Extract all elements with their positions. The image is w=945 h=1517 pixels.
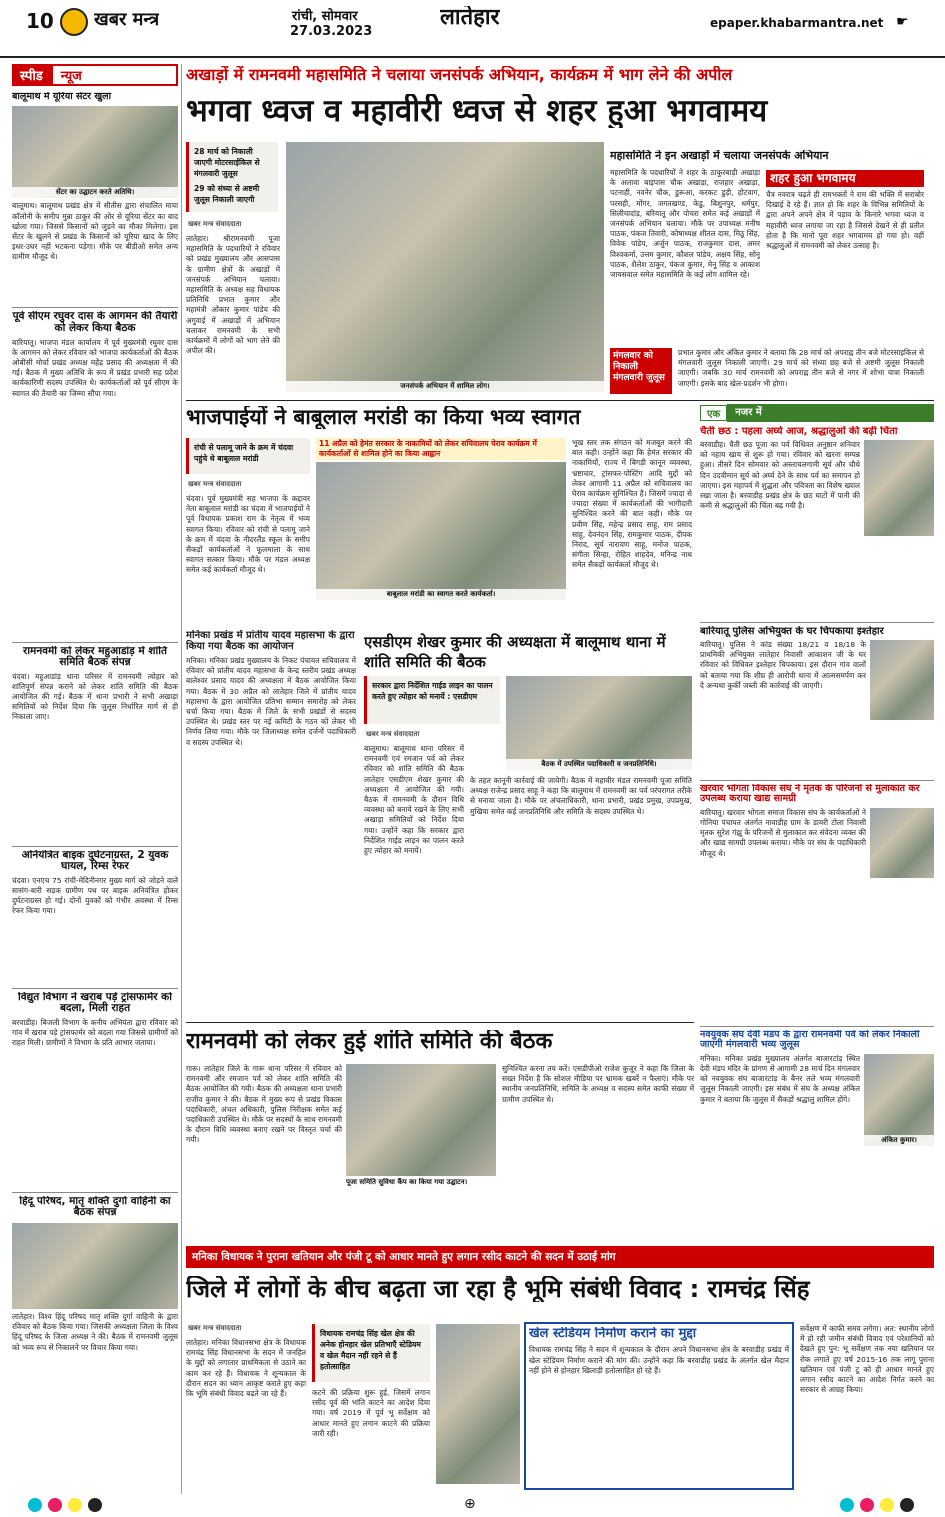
welcome-bullet: रांची से पलामू जाने के क्रम में चंदवा पहुंचे थे बाबूलाल मरांडी [186, 438, 310, 474]
lead-photo [286, 142, 604, 392]
story-title: रामनवमी को लेकर महुआडांड़ में शांति समिति बैठक संपन्न [23, 645, 167, 669]
welcome-photo [316, 462, 566, 600]
sdm-bullet: सरकार द्वारा निर्देशित गाईड लाइन का पालन करते हुए त्योहार को मनायें : एसडीएम [364, 676, 500, 724]
photo-caption: जनसंपर्क अभियान में शामिल लोग। [286, 381, 604, 392]
list-item [12, 988, 178, 1188]
news-photo [864, 1054, 934, 1146]
ek-nazar-column [700, 404, 934, 1024]
story-title: नवयुवक संघ देवी मंडप के द्वारा रामनवमी पर्व को लेकर निकाली जाएगी मंगलवारी भव्य जुलूस [700, 1030, 920, 1051]
story-body: चंदवा। महुआडांड़ थाना परिसर में रामनवमी त्योहार को शांतिपूर्ण संपन्न कराने को लेकर शांति समिति की बैठक आयोजित की गई। बैठक में थाना प्रभारी ने सभी अखाड़ा समितियों को निर्देश दिया कि जुलूस निर्धारित मार्ग से ही निकाला जाए। [12, 671, 178, 722]
welcome-banner: 11 अप्रैल को हेमंत सरकार के नाकामियों को लेकर सचिवालय घेराव कार्यक्रम में कार्यकर्ताओं से शामिल होने का किया आह्वान [316, 438, 566, 460]
story-title: बालूमाथ में यूरिया सेंटर खुला [12, 92, 112, 102]
list-item [700, 426, 934, 618]
photo-caption: अंकित कुमार। [864, 1135, 934, 1146]
issue-date: 27.03.2023 [290, 24, 373, 39]
speed-label: स्पीड [12, 64, 51, 86]
section-name: लातेहार [440, 6, 500, 30]
sdm-headline: एसडीएम शेखर कुमार की अध्यक्षता में बालूमाथ थाना में शांति समिति की बैठक [364, 633, 666, 671]
brand-logo [60, 8, 88, 36]
stadium-box [524, 1322, 794, 1490]
manika-right-body: सर्वेक्षण में काफी समय लगेगा। अत: स्थानीय लोगों में हो रही जमीन संबंधी विवाद एवं परेशानियों को देखते हुए पुन: भू सर्वेक्षण तक नया खतियान पर रोक लगाते हुए वर्ष 2015-16 तक लागू पुराना खतियान एवं पंजी टू को ही आधार मानते हुए लगान रसीद काटने का आदेश निर्गत करने का सरकार से आग्रह किया। [800, 1324, 934, 1395]
sdm-body: बालूमाथ। बालूमाथ थाना परिसर में रामनवमी एवं रमजान पर्व को लेकर रविवार को शांति समिति की बैठक लातेहार एसडीएम शेखर कुमार की अध्यक्षता में आयोजित की गयी। बैठक में रामनवमी के दौरान विधि व्यवस्था को बनाये रखने के लिए सभी अखाड़ा समितियों को निर्देश दिया गया। उन्होंने कहा कि सरकार द्वारा निर्देशित गाईड लाइन का पालन करते हुए त्योहार को मनायें। [364, 744, 464, 856]
story-body: चंदवा। एनएच 75 रांची-मेदिनीनगर मुख्य मार्ग को जोड़ने वाले सासंग-बारी सड़क ग्रामीण पथ पर बाइक अनियंत्रित होकर दुर्घटनाग्रस्त हो गई। दोनों युवकों को गंभीर अवस्था में रिम्स रेफर किया गया। [12, 875, 178, 916]
bullet-item: 29 को संध्या से अष्टमी जुलूस निकाली जाएगी [194, 184, 260, 204]
red-callout-body: प्रभात कुमार और अंकित कुमार ने बताया कि 28 मार्च को अपराह्न तीन बजे मोटरसाइकिल से मंगलवारी जुलूस निकाली जाएगी। 29 मार्च को संध्या छह बजे से अष्टमी जुलूस निकाली जाएगी। जबकि 30 मार्च रामनवमी को अपराह्न तीन बजे से नगर में शोभा यात्रा निकाली जाएगी। इसके बाद खेल-प्रदर्शन भी होगा। [678, 348, 924, 388]
city-date-line: रांची, सोमवार [292, 9, 358, 24]
byline: खबर मन्त्र संवाददाता [366, 730, 420, 738]
list-item [12, 1192, 178, 1462]
lead-side-heading: शहर हुआ भगवामय [766, 170, 924, 187]
registration-mark [68, 1498, 82, 1512]
welcome-body: चंदवा। पूर्व मुख्यमंत्री सह भाजपा के कद्दावर नेता बाबूलाल मरांडी का चंदवा में भाजपाईयों ने पूर्व विधायक प्रकाश राम के नेतृत्व में भव्य स्वागत किया। रविवार को रांची से पलामू जाने के क्रम में चंदवा के नीदरलैंड स्कूल के समीप सैकड़ों कार्यकर्ताओं ने फूलमाला के साथ स्वागत सत्कार किया। मौके पर मंडल अध्यक्ष समेत कई कार्यकर्ता मौजूद थे। [186, 494, 310, 575]
mla-photo [436, 1324, 520, 1484]
lead-side-body: चैत्र नवरात्र चढ़ते ही रामभक्तों ने राम की भक्ति में सराबोर दिखाई दे रहे हैं। ज्ञात हो कि शहर के विभिन्न समितियों के द्वारा अपने अपने क्षेत्र में पड़ाव के किनारे भगवा ध्वज व महावीरी ध्वज लगाया जा रहा है जिससे देखने से ही प्रतीत होता है कि मानो पूरा शहर भगवामय हो गया हो। वहीं श्रद्धालुओं में रामनवमी को लेकर उत्साह है। [766, 190, 924, 251]
registration-mark [880, 1498, 894, 1512]
story-title: खरवार भोगता विकास संघ ने मृतक के परिजनों से मुलाकात कर उपलब्ध कराया खाद्य सामग्री [700, 784, 920, 805]
news-photo [864, 440, 934, 536]
story-title: पूर्व सीएम रघुवर दास के आगमन की तैयारी को लेकर किया बैठक [12, 311, 178, 334]
lead-body: लातेहार। श्रीरामनवमी पूजा महासमिति के पदधारियों ने रविवार को प्रखंड मुख्यालय और आसपास के ग्रामीण क्षेत्रों के अखाड़ों में जनसंपर्क अभियान चलाया। महासमिति के अध्यक्ष सह विधायक प्रतिनिधि प्रभात कुमार और महामंत्री ओंकार कुमार पांडेय की अगुवाई में अखाड़ों में अभियान चलाकर रामनवमी के सभी कार्यक्रमों में लोगों को भाग लेने की अपील की। [186, 234, 280, 356]
sdm-photo [506, 676, 692, 770]
masthead [0, 0, 945, 58]
byline: खबर मन्त्र संवाददाता [188, 480, 242, 488]
footer-strip [0, 1494, 945, 1517]
crosshair-icon: ⊕ [464, 1496, 476, 1512]
news-photo [870, 808, 934, 878]
news-photo [12, 1223, 178, 1309]
story-body: बरवाडीह। बिजली विभाग के कनीय अभियंता द्वारा रविवार को गांव में खराब पड़े ट्रांसफार्मर को बदला गया जिससे ग्रामीणों को राहत मिली। ग्रामीणों ने विभाग के प्रति आभार जताया। [12, 1017, 178, 1048]
story-title: बारियातू पुलिस अभियुक्त के घर चिपकाया इश्तेहार [700, 626, 884, 637]
section-divider [186, 1022, 694, 1023]
manika-bullet: विधायक रामचंद्र सिंह खेल क्षेत्र की अनेक होनहार खेल प्रतिभाएँ स्टेडियम व खेल मैदान नहीं रहने से हैं हतोत्साहित [312, 1324, 430, 1382]
pointer-icon: ☛ [896, 14, 909, 30]
manika-body-2: कटने की प्रक्रिया शुरू हुई, जिसमें लगान रसीद पूर्व की भांति काटने का आदेश दिया गया। वर्ष 2019 में पूर्व भू सर्वेक्षण को आधार मानते हुए लगान काटने की प्रक्रिया जारी रही। [312, 1388, 430, 1438]
list-item [700, 780, 934, 948]
photo-caption: सेंटर का उद्घाटन करते अतिथि। [12, 187, 178, 198]
byline: खबर मन्त्र संवाददाता [188, 220, 242, 228]
list-item [12, 846, 178, 984]
story-title: अनियंत्रित बाइक दुर्घटनाग्रस्त, 2 युवक घायल, रिम्स रेफर [21, 849, 169, 873]
yadav-headline: मनिका प्रखंड में प्रांतीय यादव महासभा के द्वारा किया गया बैठक का आयोजन [186, 630, 355, 652]
registration-mark [840, 1498, 854, 1512]
photo-caption: बैठक में उपस्थित पदाधिकारी व जनप्रतिनिधि। [506, 759, 692, 770]
registration-mark [48, 1498, 62, 1512]
list-item [700, 1026, 934, 1236]
story-body: बरवाडीह। चैती छठ पूजा का पर्व विधिवत अनुष्ठान शनिवार को नहाय खाय से शुरू हो गया। रविवार को खरना सम्पन्न हुआ। तीसरे दिन सोमवार को अस्ताचलगामी सूर्य और चौथे दिन उदयीमान सूर्य को अर्घ्य देने के साथ पर्व का समापन हो जाएगा। इस महापर्व में शुद्धता और पवित्रता का विशेष ख्याल रखा जाता है। बरवाडीह प्रखंड क्षेत्र के छठ घाटों में पानी की कमी से श्रद्धालुओं की चिंता बढ़ गयी है। [700, 440, 860, 511]
banner-headline: भगवा ध्वज व महावीरी ध्वज से शहर हुआ भगवामय [186, 94, 768, 129]
story-body: बालूमाथ। बालूमाथ प्रखंड क्षेत्र में सीतीस द्वारा संचालित माया कॉलोनी के समीप मुन्ना ठाकुर की ओर से यूरिया सेंटर का बाद खोला गया। जिससे किसानों को जुड़ने का मौका मिलेगा। इस सेंटर के खुलने से प्रखंड के किसानों को यूरिया खाद के लिए इधर-उधर नहीं भटकना पड़ेगा। मौके पर बीडीओ समेत अन्य ग्रामीण मौजूद थे। [12, 201, 178, 262]
banner-kicker: अखाड़ों में रामनवमी महासमिति ने चलाया जनसंपर्क अभियान, कार्यक्रम में भाग लेने की अपील [186, 66, 733, 84]
lead-bullets [186, 142, 278, 212]
registration-mark [860, 1498, 874, 1512]
story-body: बारियातू। भाजपा मंडल कार्यालय में पूर्व मुख्यमंत्री रघुवर दास के आगमन को लेकर रविवार को भाजपा कार्यकर्ताओं की बैठक ओबीसी मोर्चा प्रखंड अध्यक्ष महेंद्र प्रसाद की अध्यक्षता में की गई। बैठक में मुख्य अतिथि के रूप में प्रखंड प्रभारी सह प्रदेश कार्यकारिणी सदस्य उपस्थित थे। कार्यकर्ताओं को पूर्व सीएम के स्वागत की तैयारी का जिम्मा सौंपा गया। [12, 337, 178, 398]
news-photo [870, 640, 934, 720]
story-title: चैती छठ : पहला अर्घ्य आज, श्रद्धालुओं की बढ़ी चिंता [700, 426, 898, 437]
registration-mark [900, 1498, 914, 1512]
story-body: बारियातू। खरवार भोगता समाज विकास संघ के कार्यकर्ताओं ने गोनिया पंचायत अंतर्गत नावाडीह ग्राम के डायरी टोला निवासी मृतक सुरेश गंझू के परिजनों से मुलाकात कर संवेदना व्यक्त की और खाद्य सामग्री उपलब्ध कराया। मौके पर संघ के पदाधिकारी मौजूद थे। [700, 807, 866, 858]
ramnavami-photo [346, 1064, 496, 1176]
story-body: मनिका। मनिका प्रखंड मुख्यालय अंतर्गत बाजारटांड़ स्थित देवी मंडप मंदिर के प्रांगण से आगामी 28 मार्च दिन मंगलवार को नवयुवक संघ बाजारटांड़ के बैनर तले भव्य मंगलवारी जुलूस निकाली जाएगी। इस संबंध में संघ के अध्यक्ष अंकित कुमार ने बताया कि जुलूस में सैकड़ों श्रद्धालु शामिल होंगे। [700, 1053, 860, 1104]
story-title: हिंदू परिषद, मातृ शक्ति दुर्गा वाहिनी का बैठक संपन्न [19, 1195, 171, 1219]
stadium-box-heading: खेल स्टेडियम निर्माण कराने का मुद्दा [529, 1327, 697, 1341]
story-title: विद्युत विभाग ने खराब पड़े ट्रांसफार्मर को बदला, मिली राहत [18, 991, 172, 1015]
list-item [12, 92, 178, 303]
speed-news-column [12, 64, 178, 1494]
welcome-body-2: भूख स्तर तक संगठन को मजबूत करने की बात कही। उन्होंने कहा कि हेमंत सरकार की नाकामियों, राज्य में बिगड़ी कानून व्यवस्था, भ्रष्टाचार, ट्रांसफर-पोस्टिंग आदि मुद्दों को लेकर आगामी 11 अप्रैल को सचिवालय का घेराव कार्यक्रम सुनिश्चित है। जिसमें ज्यादा से ज्यादा संख्या में कार्यकर्ताओं की भागीदारी सुनिश्चित करने की बात कही। मौके पर प्रवीण सिंह, महेन्द्र प्रसाद साहू, राम प्रसाद साहू, देवनंदन सिंह, रामकुमार पाठक, दीपक निराद, सूर्य नारायण साहू, मनोज पाठक, संगीता सिन्हा, रोहित शाहदेव, मनिन्द्र नाथ समेत सैकड़ों कार्यकर्ता मौजूद थे। [572, 438, 692, 570]
yadav-body: मनिका। मनिका प्रखंड मुख्यालय के निकट पंचायत सचिवालय में रविवार को प्रांतीय यादव महासभा के केन्द्र स्तरीय प्रखंड अध्यक्ष बालेश्वर प्रसाद यादव की अध्यक्षता में बैठक आयोजित किया गया। बैठक में 30 अप्रैल को लातेहार जिले में प्रांतीय यादव महासभा के द्वारा आयोजित प्रतिभा सम्मान समारोह को लेकर चर्चा किया गया। बैठक में जिले के सभी प्रखंडों से सदस्य उपस्थित थे। प्रखंड स्तर पर नई कमिटी के गठन को लेकर भी निर्णय लिया गया। मौके पर जिलाध्यक्ष समेत दर्जनों पदाधिकारी व सदस्य उपस्थित थे। [186, 656, 356, 747]
registration-mark [28, 1498, 42, 1512]
news-label: न्यूज [51, 64, 178, 86]
manika-headline: जिले में लोगों के बीच बढ़ता जा रहा है भूमि संबंधी विवाद : रामचंद्र सिंह [186, 1276, 810, 1303]
list-item [12, 307, 178, 637]
lead-col2-heading: महासमिति ने इन अखाड़ों में चलाया जनसंपर्क अभियान [610, 150, 829, 162]
ek-label: एक [700, 405, 727, 421]
stadium-box-body: विधायक रामचंद्र सिंह ने सदन में शून्यकाल के दौरान अपने विधानसभा क्षेत्र के बरवाडीह प्रखंड में खेल स्टेडियम निर्माण कराने की मांग की। उन्होंने कहा कि बरवाडीह प्रखंड के अंतर्गत खेल मैदान नहीं होने से होनहार खिलाड़ी हतोत्साहित हो रहे हैं। [529, 1345, 789, 1375]
ramnavami-body: गारू। लातेहार जिले के गारू थाना परिसर में रविवार को रामनवमी और रमजान पर्व को लेकर शांति समिति की बैठक आयोजित की गयी। बैठक की अध्यक्षता थाना प्रभारी राजीव कुमार ने की। बैठक में मुख्य रूप से प्रखंड विकास पदाधिकारी, अंचल अधिकारी, पुलिस निरीक्षक समेत कई पदाधिकारी उपस्थित थे। मौके पर सदस्यों के साथ रामनवमी के दौरान विधि व्यवस्था बनाए रखने पर विस्तृत चर्चा की गयी। [186, 1064, 342, 1145]
bullet-item: 28 मार्च को निकाली जाएगी मोटरसाईकिल से मंगलवारी जुलूस [194, 147, 260, 178]
list-item [12, 642, 178, 842]
nazar-label: नजर में [727, 404, 934, 422]
welcome-headline: भाजपाईयों ने बाबूलाल मरांडी का किया भव्य स्वागत [186, 406, 581, 429]
byline: खबर मन्त्र संवाददाता [188, 1324, 242, 1332]
photo-caption: बाबूलाल मरांडी का स्वागत करते कार्यकर्ता। [316, 589, 566, 600]
story-body: बारियातू। पुलिस ने कांड संख्या 18/21 व 18/18 के प्राथमिकी अभियुक्त लातेहार निवासी आकाशन जी के घर रविवार को विधिवत इश्तेहार चिपकाया। इस दौरान गांव वालों को बताया गया कि शीघ्र ही आरोपी थाना में आत्मसमर्पण कर दे अन्यथा कुर्की जब्ती की कार्रवाई की जाएगी। [700, 640, 866, 690]
photo-caption: पूजा समिति सुविधा कैंप का किया गया उद्घाटन। [346, 1178, 468, 1186]
story-body: लातेहार। विश्व हिंदू परिषद मातृ शक्ति दुर्गा वाहिनी के द्वारा रविवार को बैठक किया गया। जिसकी अध्यक्षता जिला के विश्व हिंदू परिषद के जिला अध्यक्ष ने की। बैठक में रामनवमी जुलूस को भव्य रूप से निकालने पर विचार किया गया। [12, 1311, 178, 1352]
ramnavami-headline: रामनवमी को लेकर हुई शांति समिति की बैठक [186, 1030, 553, 1054]
ramnavami-body-2: सुनिश्चित करना तय करें। एसडीपीओ राजेश कुजूर ने कहा कि जिला के सख्त निर्देश है कि सोशल मीडिया पर भ्रामक खबरें न फैलाएं। मौके पर स्थानीय जनप्रतिनिधि, समिति के अध्यक्ष व सदस्य समेत काफी संख्या में ग्रामीण उपस्थित थे। [502, 1064, 694, 1104]
list-item [700, 622, 934, 776]
lead-col2-body: महासमिति के पदधारियों ने शहर के ठाकुरबाड़ी अखाड़ा के अलावा बाइपास चौक अखाड़ा, राजहार अखाड़ा, पटनाही, नवनेर चौक, डुरूआ, करकट डुड़ी, होटवाग, परसही, मोंगर, जगतखण्ड, केडु, बिशुनपुर, धर्मपुर, सिलीयादांड़, बरियातू और पोचरा समेत कई अखाड़ों में जनसंपर्क अभियान चलाया। मौके पर उपाध्यक्ष मनीष पाठक, पंकज तिवारी, कोषाध्यक्ष शीतल दास, मिठू सिंह, विवेक पांडेय, अर्जुन पाठक, राजकुमार दास, अमर विश्वकर्मा, उत्तम कुमार, कौशल पांडेय, अक्षय सिंह, सोनू पाठक, शैलेश ठाकुर, पंकज कुमार, मेनू सिंह व आकाश जायसवाल समेत महासमिति के कई लोग शामिल रहे। [610, 168, 760, 280]
epaper-url[interactable]: epaper.khabarmantra.net [710, 16, 884, 30]
manika-kicker: मनिका विधायक ने पुराना खतियान और पंजी टू को आधार मानते हुए लगान रसीद काटने की सदन में उठाई मांग [186, 1246, 934, 1268]
section-divider [186, 400, 934, 401]
news-photo [12, 106, 178, 198]
page-number: 10 [26, 10, 54, 32]
manika-body: लातेहार। मनिका विधानसभा क्षेत्र के विधायक रामचंद्र सिंह विधानसभा के सदन में जनहित के मुद्दों को लगातार प्राथमिकता से उठाने का काम कर रहे हैं। विधायक ने शून्यकाल के दौरान सदन का ध्यान आकृष्ट कराते हुए कहा कि भूमि संबंधी विवाद बढ़ते जा रहे हैं। [186, 1338, 306, 1399]
brand-name: खबर मन्त्र [94, 10, 160, 30]
registration-mark [88, 1498, 102, 1512]
column-divider [181, 64, 182, 1494]
sdm-body-2: के तहत कानूनी कार्रवाई की जायेगी। बैठक में महावीर मंडल रामनवमी पूजा समिति अध्यक्ष राजेन्द्र प्रसाद साहू ने कहा कि बालूमाथ में रामनवमी का पर्व परंपरागत तरीके से मनाया जाता है। मौके पर अंचलाधिकारी, थाना प्रभारी, प्रखंड प्रमुख, उपप्रमुख, मुखिया समेत कई जनप्रतिनिधि और समिति के सदस्य उपस्थित थे। [470, 776, 692, 816]
red-callout: मंगलवार को निकाली मंगलवारी जुलूस [610, 348, 672, 394]
